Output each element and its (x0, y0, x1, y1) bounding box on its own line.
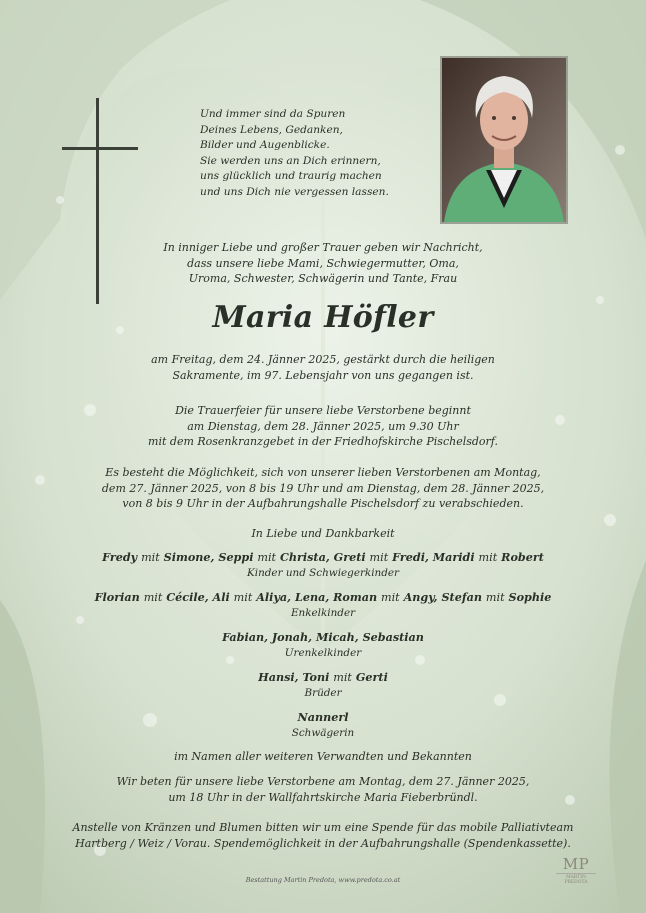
portrait-photo (440, 56, 568, 224)
family-names: Fredy mit Simone, Seppi mit Christa, Greti mit Fredi, Maridi mit Robert (102, 550, 544, 564)
footer-credit: Bestattung Martin Predota, www.predota.co.at (245, 876, 401, 884)
poem-line: Und immer sind da Spuren (200, 108, 346, 120)
donation-line: Hartberg / Weiz / Vorau. Spendemöglichkeit in der Aufbahrungshalle (Spendenkassette). (75, 836, 571, 850)
poem (200, 107, 430, 201)
poem-line: und uns Dich nie vergessen lassen. (200, 185, 389, 198)
funeral-info (0, 403, 646, 450)
funeral-line: am Dienstag, dem 28. Jänner 2025, um 9.30 Uhr (187, 419, 459, 433)
family-group-great-grandchildren (0, 630, 646, 661)
death-notice (0, 352, 646, 383)
prayer-info (0, 774, 646, 805)
family-relation: Brüder (304, 686, 342, 699)
family-relation: Enkelkinder (290, 606, 356, 619)
viewing-line: Es besteht die Möglichkeit, sich von unserer lieben Verstorbenen am Montag, (105, 466, 541, 479)
donation-line: Anstelle von Kränzen und Blumen bitten wir um eine Spende für das mobile Palliativteam (72, 821, 574, 834)
poem-line: uns glücklich und traurig machen (200, 170, 382, 183)
logo-letters: MP (562, 855, 590, 873)
intro-line: In inniger Liebe und großer Trauer geben wir Nachricht, (163, 241, 483, 254)
poem-line: Bilder und Augenblicke. (200, 139, 330, 152)
donation-info (0, 820, 646, 851)
viewing-line: dem 27. Jänner 2025, von 8 bis 19 Uhr und am Dienstag, dem 28. Jänner 2025, (101, 481, 545, 495)
viewing-line: von 8 bis 9 Uhr in der Aufbahrungshalle Pischelsdorf zu verabschieden. (122, 497, 524, 511)
family-group-sister-in-law (0, 710, 646, 741)
intro-line: Uroma, Schwester, Schwägerin und Tante, Frau (188, 272, 458, 286)
poem-line: Deines Lebens, Gedanken, (200, 123, 343, 136)
family-names: Florian mit Cécile, Ali mit Aliya, Lena, Roman mit Angy, Stefan mit Sophie (94, 590, 552, 604)
intro-text (0, 240, 646, 287)
logo-subtext: MARTIN PREDOTA (556, 873, 596, 885)
family-group-children (0, 550, 646, 581)
funeral-line: Die Trauerfeier für unsere liebe Verstorbene beginnt (175, 404, 471, 417)
poem-line: Sie werden uns an Dich erinnern, (200, 154, 381, 167)
funeral-line: mit dem Rosenkranzgebet in der Friedhofskirche Pischelsdorf. (148, 435, 498, 449)
funeral-home-logo (552, 856, 600, 886)
relatives-line: im Namen aller weiteren Verwandten und Bekannten (174, 750, 472, 763)
family-names: Nannerl (297, 710, 349, 724)
death-notice-line: am Freitag, dem 24. Jänner 2025, gestärkt durch die heiligen (151, 353, 495, 366)
family-group-brothers (0, 670, 646, 701)
death-notice-line: Sakramente, im 97. Lebensjahr von uns gegangen ist. (172, 368, 474, 382)
intro-line: dass unsere liebe Mami, Schwiegermutter, Oma, (187, 256, 459, 270)
deceased-name: Maria Höfler (212, 300, 434, 335)
family-group-grandchildren (0, 590, 646, 621)
family-names: Fabian, Jonah, Micah, Sebastian (222, 630, 424, 644)
prayer-line: Wir beten für unsere liebe Verstorbene am Montag, dem 27. Jänner 2025, (116, 775, 530, 788)
family-relation: Schwägerin (291, 726, 355, 739)
prayer-line: um 18 Uhr in der Wallfahrtskirche Maria Fieberbründl. (168, 790, 478, 804)
viewing-info (0, 465, 646, 512)
family-names: Hansi, Toni mit Gerti (258, 670, 388, 684)
gratitude-line: In Liebe und Dankbarkeit (251, 527, 395, 540)
family-relation: Urenkelkinder (284, 646, 362, 659)
family-relation: Kinder und Schwiegerkinder (246, 566, 400, 579)
